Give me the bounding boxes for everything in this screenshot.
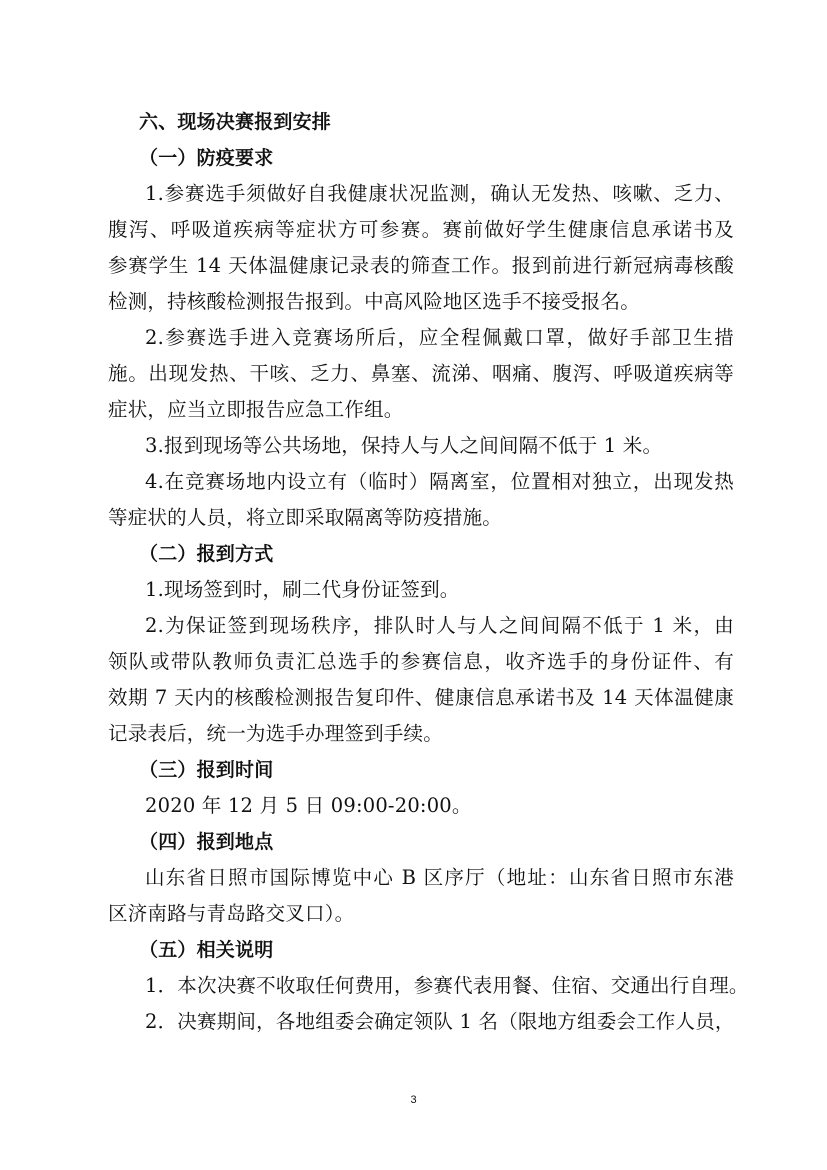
- section-title: 六、现场决赛报到安排: [139, 111, 332, 133]
- paragraph-line: 症状，应当立即报告应急工作组。: [108, 398, 404, 421]
- paragraph-line: 2.为保证签到现场秩序，排队时人与人之间间隔不低于 1 米，由: [145, 614, 734, 637]
- paragraph-line: 检测，持核酸检测报告报到。中高风险地区选手不接受报名。: [108, 290, 640, 313]
- paragraph-line: 1.现场签到时，刷二代身份证签到。: [145, 578, 460, 601]
- paragraph-line: 记录表后，统一为选手办理签到手续。: [108, 722, 443, 745]
- paragraph-line: 1．本次决赛不收取任何费用，参赛代表用餐、住宿、交通出行自理。: [145, 974, 749, 997]
- paragraph-line: 腹泻、呼吸道疾病等症状方可参赛。赛前做好学生健康信息承诺书及: [108, 218, 734, 241]
- paragraph-line: 1.参赛选手须做好自我健康状况监测，确认无发热、咳嗽、乏力、: [145, 182, 734, 205]
- paragraph-line: 领队或带队教师负责汇总选手的参赛信息，收齐选手的身份证件、有: [108, 650, 734, 673]
- heading-registration-place: （四）报到地点: [139, 831, 274, 853]
- paragraph-line: 参赛学生 14 天体温健康记录表的筛查工作。报到前进行新冠病毒核酸: [108, 254, 734, 277]
- paragraph-line: 山东省日照市国际博览中心 B 区序厅（地址：山东省日照市东港: [145, 866, 734, 889]
- paragraph-line: 效期 7 天内的核酸检测报告复印件、健康信息承诺书及 14 天体温健康: [108, 686, 734, 709]
- paragraph-line: 施。出现发热、干咳、乏力、鼻塞、流涕、咽痛、腹泻、呼吸道疾病等: [108, 362, 734, 385]
- paragraph-line: 等症状的人员，将立即采取隔离等防疫措施。: [108, 506, 503, 529]
- paragraph-line: 2．决赛期间，各地组委会确定领队 1 名（限地方组委会工作人员，: [145, 1010, 735, 1033]
- heading-epidemic-prevention: （一）防疫要求: [139, 147, 274, 169]
- paragraph-line: 4.在竞赛场地内设立有（临时）隔离室，位置相对独立，出现发热: [145, 470, 734, 493]
- paragraph-line: 区济南路与青岛路交叉口）。: [108, 902, 355, 925]
- paragraph-line: 3.报到现场等公共场地，保持人与人之间间隔不低于 1 米。: [145, 434, 663, 457]
- registration-time-text: 2020 年 12 月 5 日 09:00-20:00。: [145, 794, 472, 817]
- page-number: 3: [410, 1094, 417, 1106]
- heading-related-notes: （五）相关说明: [139, 939, 274, 961]
- paragraph-line: 2.参赛选手进入竞赛场所后，应全程佩戴口罩，做好手部卫生措: [145, 326, 734, 349]
- heading-registration-time: （三）报到时间: [139, 759, 274, 781]
- heading-registration-method: （二）报到方式: [139, 543, 274, 565]
